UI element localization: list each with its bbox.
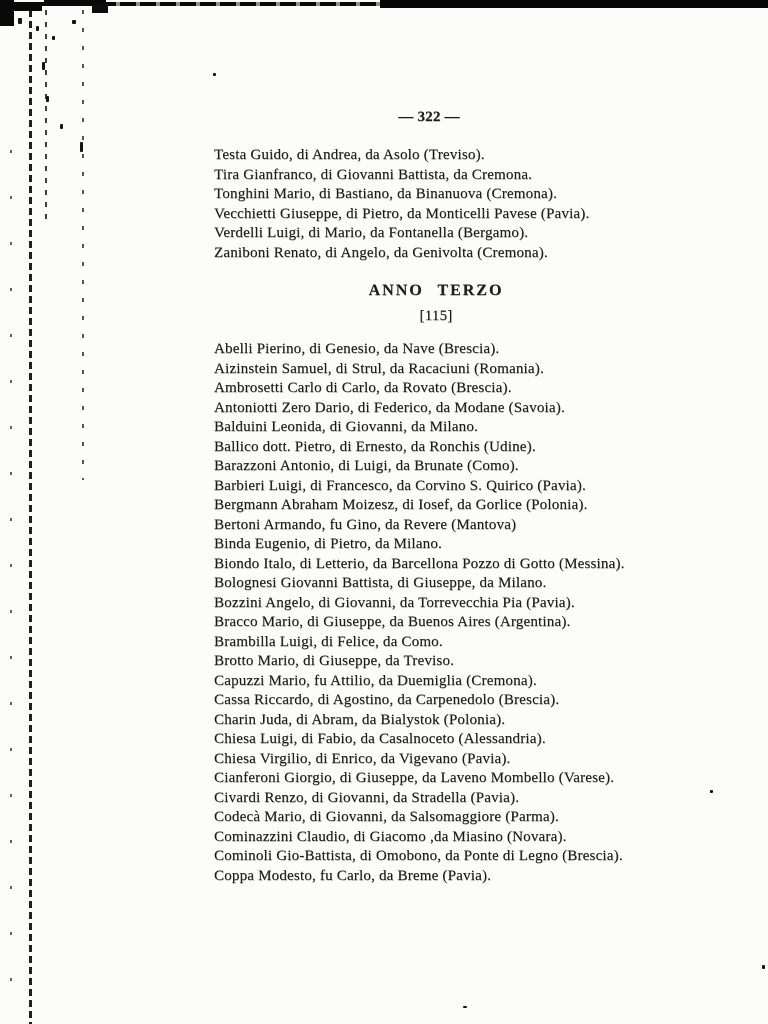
scan-speckle [72, 20, 76, 24]
roster-entry: Bertoni Armando, fu Gino, da Revere (Mantova) [214, 516, 517, 533]
roster-entry: Barbieri Luigi, di Francesco, da Corvino S. Quirico (Pavia). [214, 477, 586, 494]
roster-entry: Zaniboni Renato, di Angelo, da Genivolta (Cremona). [214, 244, 548, 261]
roster-anno-terzo-list [214, 340, 625, 886]
scan-artifact-top-edge-bar [380, 0, 768, 8]
scan-speckle [80, 142, 83, 152]
roster-continued-list [214, 146, 589, 263]
roster-entry: Testa Guido, di Andrea, da Asolo (Treviso). [214, 147, 485, 163]
scan-artifact-binding-line [29, 10, 32, 1024]
page-number: — 322 — [398, 109, 460, 125]
roster-entry: Aizinstein Samuel, di Strul, da Racaciuni (Romania). [214, 360, 544, 377]
scan-speckle [463, 1006, 467, 1008]
scan-speckle [46, 96, 49, 102]
roster-entry: Codecà Mario, di Giovanni, da Salsomaggiore (Parma). [214, 809, 559, 825]
roster-entry: Antoniotti Zero Dario, di Federico, da Modane (Savoia). [214, 399, 565, 416]
scan-speckle [710, 790, 713, 793]
scan-artifact-corner-blob [14, 2, 42, 11]
roster-entry: Cominazzini Claudio, di Giacomo ,da Miasino (Novara). [214, 828, 567, 845]
roster-entry: Vecchietti Giuseppe, di Pietro, da Monticelli Pavese (Pavia). [214, 205, 590, 222]
scan-artifact-speck-column [10, 150, 12, 1004]
roster-entry: Bracco Mario, di Giuseppe, da Buenos Aires (Argentina). [214, 614, 571, 630]
scan-artifact-binding-line [82, 10, 84, 480]
roster-entry: Binda Eugenio, di Pietro, da Milano. [214, 536, 443, 552]
roster-entry: Cassa Riccardo, di Agostino, da Carpenedolo (Brescia). [214, 692, 560, 708]
roster-entry: Chiesa Luigi, di Fabio, da Casalnoceto (Alessandria). [214, 731, 546, 747]
roster-entry: Balduini Leonida, di Giovanni, da Milano. [214, 419, 478, 435]
scan-speckle [52, 36, 55, 40]
scan-speckle [42, 62, 45, 70]
scan-artifact-binding-line [45, 10, 47, 220]
scan-artifact-corner-blob [0, 0, 14, 26]
roster-entry: Bolognesi Giovanni Battista, di Giuseppe, da Milano. [214, 575, 547, 591]
roster-entry: Cianferoni Giorgio, di Giuseppe, da Laveno Mombello (Varese). [214, 770, 615, 786]
roster-entry: Tira Gianfranco, di Giovanni Battista, da Cremona. [214, 166, 533, 183]
roster-entry: Biondo Italo, di Letterio, da Barcellona Pozzo di Gotto (Messina). [214, 555, 625, 572]
roster-entry: Ambrosetti Carlo di Carlo, da Rovato (Brescia). [214, 380, 512, 396]
roster-entry: Brambilla Luigi, di Felice, da Como. [214, 633, 443, 650]
roster-entry: Chiesa Virgilio, di Enrico, da Vigevano (Pavia). [214, 750, 511, 767]
scan-speckle [213, 73, 216, 76]
roster-entry: Charin Juda, di Abram, da Bialystok (Polonia). [214, 711, 506, 728]
roster-entry: Barazzoni Antonio, di Luigi, da Brunate (Como). [214, 458, 519, 474]
roster-entry: Civardi Renzo, di Giovanni, da Stradella (Pavia). [214, 789, 520, 806]
roster-entry: Ballico dott. Pietro, di Ernesto, da Ronchis (Udine). [214, 438, 536, 455]
roster-entry: Verdelli Luigi, di Mario, da Fontanella (Bergamo). [214, 225, 529, 241]
scan-artifact-corner-blob [92, 4, 108, 13]
scan-speckle [36, 26, 39, 31]
roster-entry: Tonghini Mario, di Bastiano, da Binanuova (Cremona). [214, 186, 558, 202]
section-count: [115] [419, 308, 453, 324]
scan-speckle [18, 18, 22, 24]
roster-entry: Cominoli Gio-Battista, di Omobono, da Ponte di Legno (Brescia). [214, 848, 623, 864]
roster-entry: Brotto Mario, di Giuseppe, da Treviso. [214, 653, 455, 669]
scan-speckle [762, 965, 765, 969]
roster-entry: Abelli Pierino, di Genesio, da Nave (Brescia). [214, 341, 500, 357]
scan-speckle [60, 124, 63, 129]
roster-entry: Coppa Modesto, fu Carlo, da Breme (Pavia). [214, 867, 492, 884]
roster-entry: Capuzzi Mario, fu Attilio, da Duemiglia (Cremona). [214, 672, 537, 689]
section-title: ANNO TERZO [368, 282, 504, 299]
roster-entry: Bergmann Abraham Moizesz, di Iosef, da Gorlice (Polonia). [214, 497, 588, 513]
roster-entry: Bozzini Angelo, di Giovanni, da Torrevecchia Pia (Pavia). [214, 594, 575, 611]
